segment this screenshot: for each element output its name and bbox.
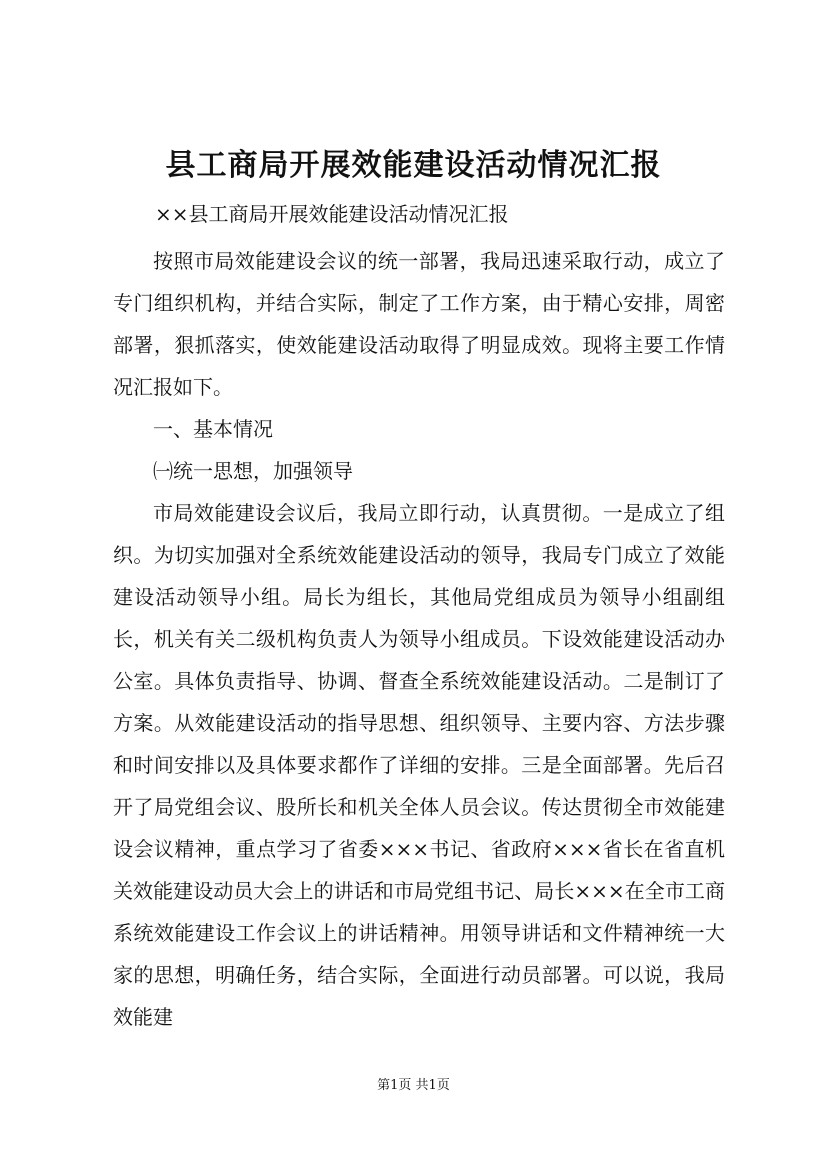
subsection-heading: ㈠统一思想，加强领导 [153, 459, 353, 483]
page-footer: 第1页 共1页 [377, 1078, 450, 1093]
document-subtitle: ××县工商局开展效能建设活动情况汇报 [155, 202, 509, 226]
document-title: 县工商局开展效能建设活动情况汇报 [165, 148, 662, 183]
paragraph-intro: 按照市局效能建设会议的统一部署，我局迅速采取行动，成立了专门组织机构，并结合实际，制定了工作方案，由于精心安排，周密部署，狠抓落实，使效能建设活动取得了明显成效。现将主要工作情况汇报如下。 [113, 249, 725, 399]
paragraph-details: 市局效能建设会议后，我局立即行动，认真贯彻。一是成立了组织。为切实加强对全系统效能建设活动的领导，我局专门成立了效能建设活动领导小组。局长为组长，其他局党组成员为领导小组副组长，机关有关二级机构负责人为领导小组成员。下设效能建设活动办公室。具体负责指导、协调、督查全系统效能建设活动。二是制订了方案。从效能建设活动的指导思想、组织领导、主要内容、方法步骤和时间安排以及具体要求都作了详细的安排。三是全面部署。先后召开了局党组会议、股所长和机关全体人员会议。传达贯彻全市效能建设会议精神，重点学习了省委×××书记、省政府×××省长在省直机关效能建设动员大会上的讲话和市局党组书记、局长×××在全市工商系统效能建设工作会议上的讲话精神。用领导讲话和文件精神统一大家的思想，明确任务，结合实际，全面进行动员部署。可以说，我局效能建 [113, 501, 725, 1029]
section-heading: 一、基本情况 [153, 417, 273, 441]
document-body [113, 240, 725, 1038]
